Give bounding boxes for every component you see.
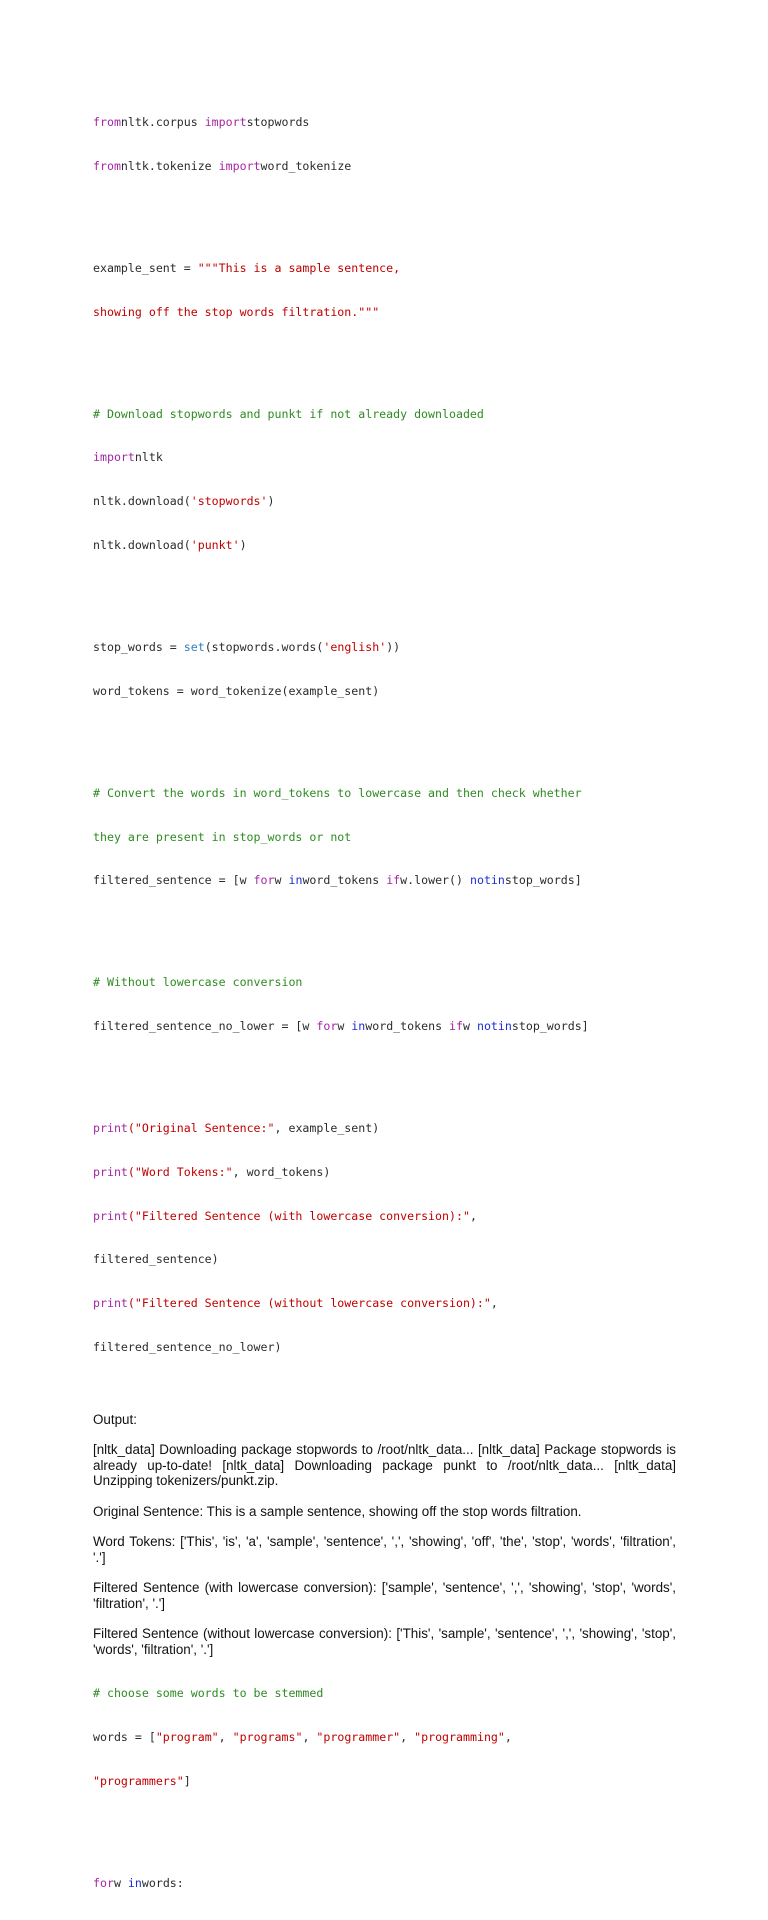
code-text: stop_words] bbox=[504, 873, 582, 888]
code-line bbox=[93, 873, 676, 888]
code-line bbox=[93, 159, 676, 174]
code-text: filtered_sentence) bbox=[93, 1252, 219, 1267]
keyword: notin bbox=[476, 1019, 512, 1034]
output-label: Output: bbox=[93, 1411, 137, 1427]
output-section bbox=[93, 1412, 676, 1658]
builtin: set bbox=[183, 640, 205, 654]
code-block-stemming bbox=[93, 1657, 676, 1920]
string-literal: "programmer" bbox=[316, 1730, 401, 1745]
code-text: stop_words = bbox=[93, 640, 184, 654]
code-text: w bbox=[337, 1019, 352, 1034]
output-paragraph-original: Original Sentence: This is a sample sentence, showing off the stop words filtration. bbox=[93, 1503, 582, 1519]
code-line bbox=[93, 1252, 676, 1267]
string-literal: "programs" bbox=[232, 1730, 303, 1745]
code-text: , bbox=[302, 1730, 317, 1745]
code-line bbox=[93, 1165, 676, 1180]
code-text: nltk.tokenize bbox=[120, 158, 219, 173]
keyword: import bbox=[204, 115, 247, 130]
blank-line bbox=[93, 582, 676, 611]
code-line bbox=[93, 1774, 676, 1789]
keyword: from bbox=[93, 158, 121, 173]
keyword: from bbox=[93, 115, 121, 130]
keyword: if bbox=[449, 1019, 463, 1034]
keyword: import bbox=[218, 158, 261, 173]
code-text: example_sent = bbox=[93, 260, 198, 275]
code-text: stop_words] bbox=[511, 1019, 589, 1034]
code-text: nltk bbox=[134, 450, 163, 465]
code-text: word_tokenize bbox=[260, 158, 352, 173]
blank-line bbox=[93, 203, 676, 232]
output-paragraph-filtered-lower: Filtered Sentence (with lowercase conversion): ['sample', 'sentence', ',', 'showing', 'stop', 'words', 'filtration', '.'] bbox=[93, 1580, 676, 1611]
string-literal: ("Original Sentence:" bbox=[127, 1121, 275, 1136]
code-text: ] bbox=[183, 1773, 191, 1788]
code-text: filtered_sentence = [w bbox=[93, 873, 254, 888]
code-line bbox=[93, 1730, 676, 1745]
code-text: nltk.corpus bbox=[120, 115, 205, 130]
code-line bbox=[93, 407, 676, 422]
print-keyword: print bbox=[93, 1164, 128, 1179]
output-paragraph-tokens: Word Tokens: ['This', 'is', 'a', 'sample', 'sentence', ',', 'showing', 'off', 'the', 'stop', 'words', 'filtration', '.'] bbox=[93, 1534, 676, 1565]
keyword: for bbox=[93, 1875, 114, 1890]
code-comment: # Download stopwords and punkt if not already downloaded bbox=[93, 406, 484, 421]
code-line bbox=[93, 1296, 676, 1311]
keyword: import bbox=[93, 450, 135, 465]
code-text: , bbox=[218, 1730, 233, 1745]
print-keyword: print bbox=[93, 1121, 128, 1136]
code-text: filtered_sentence_no_lower) bbox=[93, 1339, 282, 1354]
code-line bbox=[93, 305, 676, 320]
code-text: nltk.download( bbox=[93, 538, 191, 553]
code-text: , bbox=[490, 1296, 498, 1311]
string-literal: 'punkt' bbox=[190, 538, 240, 553]
keyword: in bbox=[127, 1875, 142, 1890]
string-literal: "program" bbox=[155, 1730, 219, 1745]
string-literal: ("Filtered Sentence (with lowercase conversion):" bbox=[127, 1208, 470, 1223]
print-keyword: print bbox=[93, 1296, 128, 1311]
code-text: , bbox=[469, 1208, 477, 1223]
string-literal: 'english' bbox=[323, 640, 387, 654]
blank-line bbox=[93, 1818, 676, 1847]
keyword: for bbox=[316, 1019, 338, 1034]
code-text: , word_tokens) bbox=[232, 1164, 331, 1179]
document-page bbox=[93, 86, 676, 1920]
code-line bbox=[93, 1121, 676, 1136]
blank-line bbox=[93, 728, 676, 757]
code-text: filtered_sentence_no_lower = [w bbox=[93, 1019, 317, 1034]
code-text: word_tokens bbox=[302, 873, 387, 888]
blank-line bbox=[93, 349, 676, 378]
string-literal: """This is a sample sentence, bbox=[197, 260, 401, 275]
code-block-nltk bbox=[93, 86, 676, 1384]
keyword: notin bbox=[469, 873, 505, 888]
code-text: , example_sent) bbox=[274, 1121, 380, 1136]
string-literal: 'stopwords' bbox=[190, 494, 268, 509]
code-text: words: bbox=[141, 1875, 184, 1890]
code-line bbox=[93, 830, 676, 845]
code-line bbox=[93, 115, 676, 130]
code-text: w.lower() bbox=[400, 873, 470, 888]
code-line bbox=[93, 786, 676, 801]
string-literal: "programmers" bbox=[93, 1773, 184, 1788]
code-text: w bbox=[274, 873, 289, 888]
code-text: ) bbox=[267, 494, 275, 509]
code-text: word_tokens = word_tokenize(example_sent) bbox=[93, 683, 380, 698]
print-keyword: print bbox=[93, 1208, 128, 1223]
code-text: w bbox=[463, 1019, 477, 1034]
code-text: ) bbox=[239, 538, 247, 553]
string-literal: ("Filtered Sentence (without lowercase conversion):" bbox=[127, 1296, 491, 1311]
code-text: nltk.download( bbox=[93, 494, 191, 509]
code-text: )) bbox=[386, 640, 401, 654]
code-line bbox=[93, 684, 676, 699]
code-text: , bbox=[400, 1730, 415, 1745]
string-literal: showing off the stop words filtration.""" bbox=[93, 304, 380, 319]
code-line bbox=[93, 1209, 676, 1224]
code-line bbox=[93, 975, 676, 990]
code-line bbox=[93, 1686, 676, 1701]
code-line bbox=[93, 1019, 676, 1034]
keyword: in bbox=[288, 873, 303, 888]
keyword: if bbox=[386, 873, 401, 888]
code-text: , bbox=[504, 1730, 512, 1745]
code-text: word_tokens bbox=[365, 1019, 450, 1034]
code-comment: they are present in stop_words or not bbox=[93, 829, 352, 844]
keyword: in bbox=[351, 1019, 366, 1034]
string-literal: ("Word Tokens:" bbox=[127, 1164, 233, 1179]
code-comment: # choose some words to be stemmed bbox=[93, 1686, 324, 1701]
code-line bbox=[93, 261, 676, 276]
code-text: (stopwords.words( bbox=[204, 640, 324, 654]
output-paragraph-nltk-log: [nltk_data] Downloading package stopwords to /root/nltk_data... [nltk_data] Package stopwords is already up-to-date! [nltk_data] Downloading package punkt to /root/nltk_data... [nltk_data] Unzipping tokenizers/punkt.zip. bbox=[93, 1442, 676, 1489]
blank-line bbox=[93, 1063, 676, 1092]
code-line bbox=[93, 1876, 676, 1891]
code-comment: # Convert the words in word_tokens to lowercase and then check whether bbox=[93, 785, 582, 800]
code-line bbox=[93, 640, 676, 655]
blank-line bbox=[93, 917, 676, 946]
code-line bbox=[93, 538, 676, 553]
output-paragraph-filtered-no-lower: Filtered Sentence (without lowercase conversion): ['This', 'sample', 'sentence', ',', 'showing', 'stop', 'words', 'filtration', '.'] bbox=[93, 1626, 676, 1657]
code-line bbox=[93, 450, 676, 465]
string-literal: "programming" bbox=[414, 1730, 505, 1745]
keyword: for bbox=[253, 873, 275, 888]
code-text: words = [ bbox=[93, 1730, 156, 1745]
code-text: w bbox=[113, 1875, 128, 1890]
code-comment: # Without lowercase conversion bbox=[93, 975, 303, 990]
code-text: stopwords bbox=[246, 115, 310, 130]
code-line bbox=[93, 1340, 676, 1355]
code-line bbox=[93, 494, 676, 509]
